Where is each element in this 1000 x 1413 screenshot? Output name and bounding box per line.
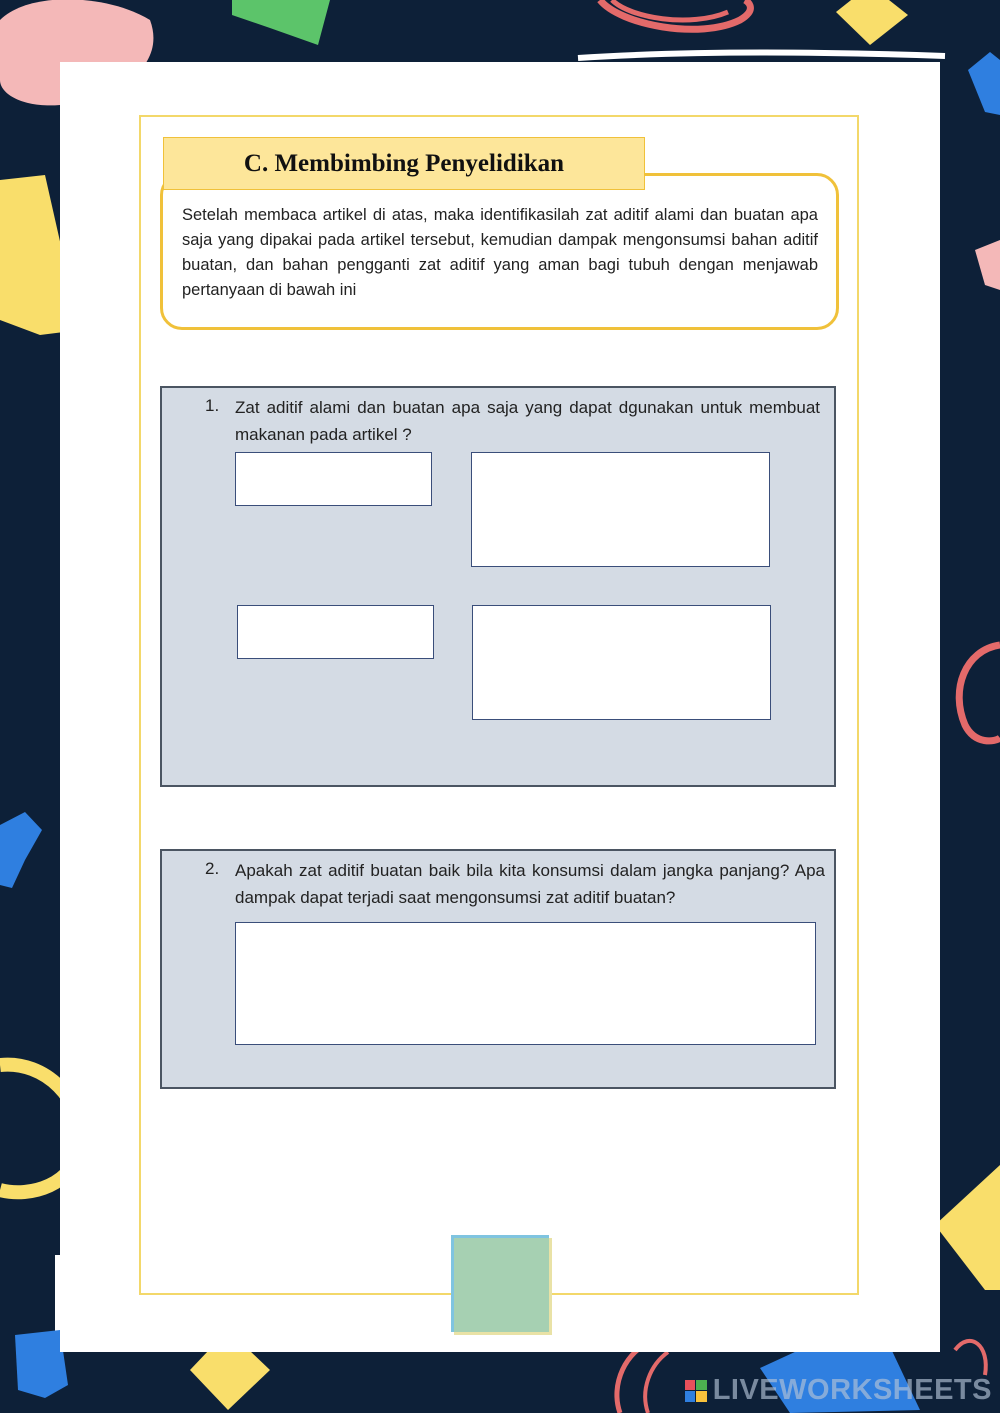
liveworksheets-watermark	[685, 1374, 992, 1407]
question-2-text: Apakah zat aditif buatan baik bila kita konsumsi dalam jangka panjang? Apa dampak dapat terjadi saat mengonsumsi zat aditif buatan?	[235, 861, 825, 907]
answer-field-1c[interactable]	[237, 605, 434, 659]
answer-field-2[interactable]	[235, 922, 816, 1045]
yellow-triangle-right	[935, 1165, 1000, 1290]
answer-field-1b[interactable]	[471, 452, 770, 567]
blue-shape-left	[0, 812, 42, 888]
question-1-number: 1.	[205, 396, 220, 415]
sticky-note-decoration	[451, 1235, 549, 1332]
section-title: C. Membimbing Penyelidikan	[163, 137, 645, 190]
intro-text: Setelah membaca artikel di atas, maka identifikasilah zat aditif alami dan buatan apa saja yang dipakai pada artikel tersebut, kemudian dampak mengonsumsi bahan aditif buatan, dan bahan pengganti zat aditif yang aman bagi tubuh dengan menjawab pertanyaan di bawah ini	[182, 206, 818, 299]
watermark-text: LIVEWORKSHEETS	[712, 1374, 992, 1406]
answer-field-1a[interactable]	[235, 452, 432, 506]
red-scribble-right	[959, 645, 1000, 741]
question-2-number: 2.	[205, 859, 220, 878]
green-shape	[232, 0, 330, 45]
question-1-text: Zat aditif alami dan buatan apa saja yang dapat dgunakan untuk membuat makanan pada artikel ?	[235, 398, 820, 444]
answer-field-1d[interactable]	[472, 605, 771, 720]
liveworksheets-logo-icon	[685, 1380, 707, 1402]
blue-shape-right	[968, 52, 1000, 115]
yellow-diamond-shape	[836, 0, 908, 45]
